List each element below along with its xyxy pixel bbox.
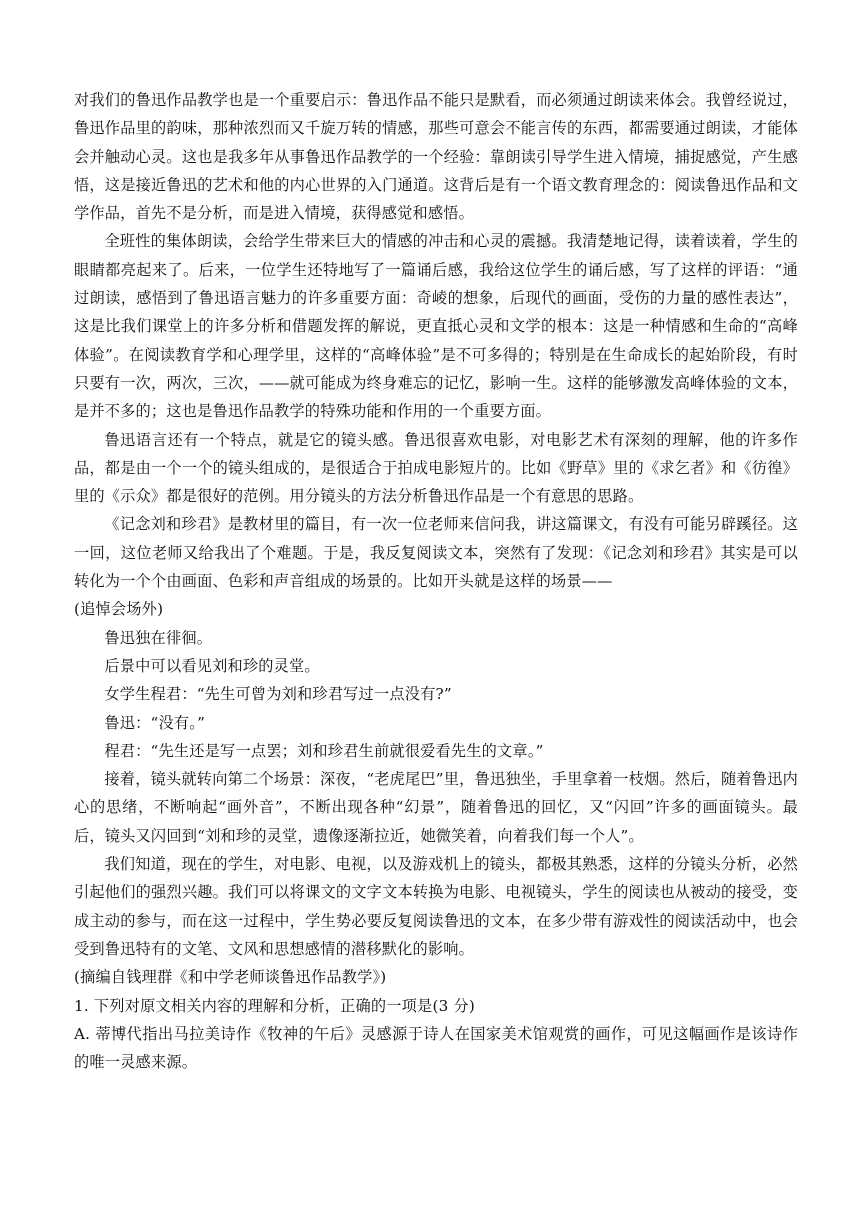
paragraph-6: 我们知道，现在的学生，对电影、电视，以及游戏机上的镜头，都极其熟悉，这样的分镜头分析，必然引起他们的强烈兴趣。我们可以将课文的文字文本转换为电影、电视镜头，学生的阅读也从被动的接受，变成主动的参与，而在这一过程中，学生势必要反复阅读鲁迅的文本，在多少带有游戏性的阅读活动中，也会受到鲁迅特有的文笔、文风和思想感情的潜移默化的影响。 (74, 855, 798, 958)
paragraph-2: 全班性的集体朗读，会给学生带来巨大的情感的冲击和心灵的震撼。我清楚地记得，读着读着，学生的眼睛都亮起来了。后来，一位学生还特地写了一篇诵后感，我给这位学生的诵后感，写了这样的评语：“通过朗读，感悟到了鲁迅语言魅力的许多重要方面：奇崚的想象，后现代的画面，受伤的力量的感性表达”，这是比我们课堂上的许多分析和借题发挥的解说，更直抵心灵和文学的根本：这是一种情感和生命的“高峰体验”。在阅读教育学和心理学里，这样的“高峰体验”是不可多得的；特别是在生命成长的起始阶段，有时只要有一次，两次，三次，——就可能成为终身难忘的记忆，影响一生。这样的能够激发高峰体验的文本，是并不多的；这也是鲁迅作品教学的特殊功能和作用的一个重要方面。 (74, 232, 798, 421)
scene-line-1: 鲁迅独在徘徊。 (104, 628, 213, 647)
source-citation: (摘编自钱理群《和中学老师谈鲁迅作品教学》) (74, 968, 387, 987)
scene-line-4: 鲁迅：“没有。” (104, 713, 206, 732)
question-stem: 1. 下列对原文相关内容的理解和分析，正确的一项是(3 分) (74, 996, 475, 1015)
paragraph-3: 鲁迅语言还有一个特点，就是它的镜头感。鲁迅很喜欢电影，对电影艺术有深刻的理解，他的许多作品，都是由一个一个的镜头组成的，是很适合于拍成电影短片的。比如《野草》里的《求乞者》和《彷徨》里的《示众》都是很好的范例。用分镜头的方法分析鲁迅作品是一个有意思的思路。 (74, 430, 798, 506)
article-body (74, 86, 798, 1076)
scene-heading: (追悼会场外) (74, 600, 164, 619)
scene-line-5: 程君：“先生还是写一点罢；刘和珍君生前就很爱看先生的文章。” (104, 741, 544, 760)
scene-line-2: 后景中可以看见刘和珍的灵堂。 (104, 656, 320, 675)
question-option-a: A. 蒂博代指出马拉美诗作《牧神的午后》灵感源于诗人在国家美术馆观赏的画作，可见这幅画作是该诗作的唯一灵感来源。 (74, 1024, 798, 1072)
scene-line-3: 女学生程君：“先生可曾为刘和珍君写过一点没有?” (104, 685, 452, 704)
paragraph-4: 《记念刘和珍君》是教材里的篇目，有一次一位老师来信问我，讲这篇课文，有没有可能另辟蹊径。这一回，这位老师又给我出了个难题。于是，我反复阅读文本，突然有了发现：《记念刘和珍君》其实是可以转化为一个个由画面、色彩和声音组成的场景的。比如开头就是这样的场景—— (74, 515, 798, 591)
paragraph-1: 对我们的鲁迅作品教学也是一个重要启示：鲁迅作品不能只是默看，而必须通过朗读来体会。我曾经说过，鲁迅作品里的韵味，那种浓烈而又千旋万转的情感，那些可意会不能言传的东西，都需要通过朗读，才能体会并触动心灵。这也是我多年从事鲁迅作品教学的一个经验：靠朗读引导学生进入情境，捕捉感觉，产生感悟，这是接近鲁迅的艺术和他的内心世界的入门通道。这背后是有一个语文教育理念的：阅读鲁迅作品和文学作品，首先不是分析，而是进入情境，获得感觉和感悟。 (74, 91, 798, 223)
paragraph-5: 接着，镜头就转向第二个场景：深夜，“老虎尾巴”里，鲁迅独坐，手里拿着一枝烟。然后，随着鲁迅内心的思绪，不断响起“画外音”，不断出现各种“幻景”，随着鲁迅的回忆，又“闪回”许多的画面镜头。最后，镜头又闪回到“刘和珍的灵堂，遗像逐渐拉近，她微笑着，向着我们每一个人”。 (74, 770, 798, 845)
